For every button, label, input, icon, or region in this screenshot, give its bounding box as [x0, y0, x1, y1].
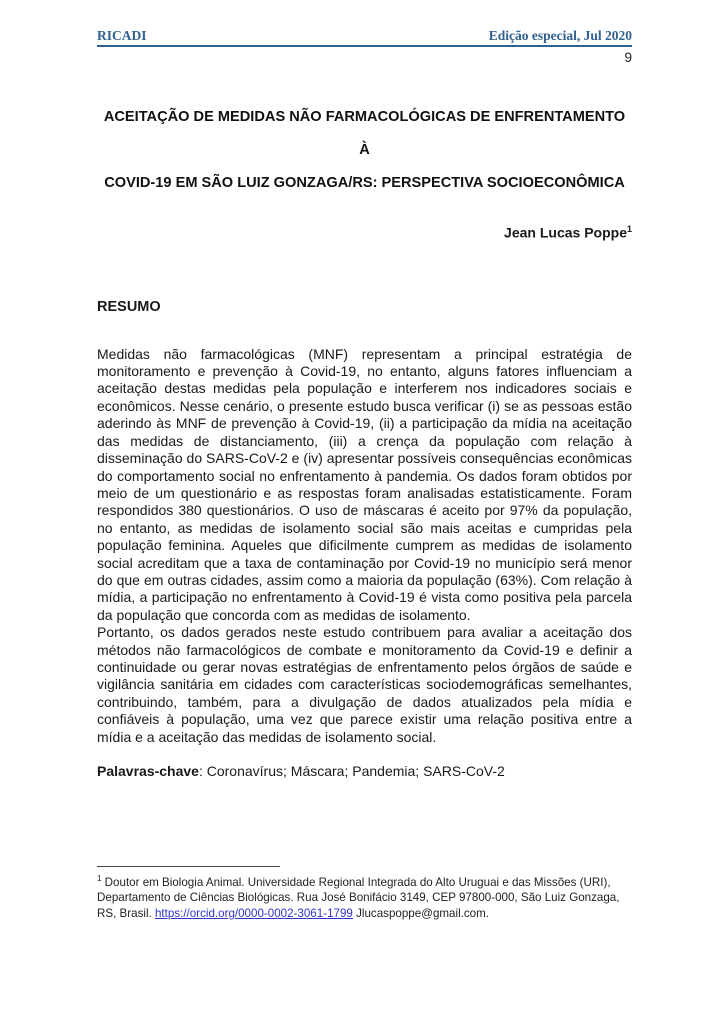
abstract-paragraph-1: Medidas não farmacológicas (MNF) representam a principal estratégia de monitoramento e prevenção à Covid-19, no entanto, alguns fatores influenciam a aceitação destas medidas pela população e interferem nos indicadores sociais e econômicos. Nesse cenário, o presente estudo busca verificar (i) se as pessoas estão aderindo às MNF de prevenção à Covid-19, (ii) a participação da mídia na aceitação das medidas de distanciamento, (iii) a crença da população com relação à disseminação do SARS-CoV-2 e (iv) apresentar possíveis consequências econômicas do comportamento social no enfrentamento à pandemia. Os dados foram obtidos por meio de um questionário e as respostas foram analisadas estatisticamente. Foram respondidos 380 questionários. O uso de máscaras é aceito por 97% da população, no entanto, as medidas de isolamento social são mais aceitas e cumpridas pela população feminina. Aqueles que dificilmente cumprem as medidas de isolamento social acreditam que a taxa de contaminação por Covid-19 no município será menor do que em outras cidades, assim como a maioria da população (63%). Com relação à mídia, a participação no enfrentamento à Covid-19 é vista como positiva pela parcela da população que concorda com as medidas de isolamento. — [97, 345, 632, 623]
keywords-label: Palavras-chave — [97, 763, 199, 779]
footnote-text — [97, 871, 632, 922]
keywords-line — [97, 763, 632, 779]
abstract-heading: RESUMO — [97, 298, 161, 315]
author-line — [97, 224, 632, 241]
article-title-line-2: COVID-19 EM SÃO LUIZ GONZAGA/RS: PERSPECTIVA SOCIOECONÔMICA — [104, 175, 625, 191]
keywords-value: : Coronavírus; Máscara; Pandemia; SARS-CoV-2 — [198, 763, 505, 779]
edition-label: Edição especial, Jul 2020 — [488, 28, 632, 43]
journal-header — [97, 28, 632, 47]
footnote-email: Jlucaspoppe@gmail.com. — [352, 907, 490, 921]
page-number: 9 — [624, 50, 632, 65]
journal-name: RICADI — [97, 28, 147, 43]
article-title-line-1: ACEITAÇÃO DE MEDIDAS NÃO FARMACOLÓGICAS DE ENFRENTAMENTO À — [103, 109, 626, 158]
orcid-link[interactable]: https://orcid.org/0000-0002-3061-1799 — [154, 907, 353, 921]
footnote-separator — [97, 866, 280, 867]
footnote-marker: 1 — [97, 874, 102, 883]
author-name: Jean Lucas Poppe — [504, 224, 627, 241]
footnote — [97, 866, 632, 922]
abstract-paragraph-2: Portanto, os dados gerados neste estudo contribuem para avaliar a aceitação dos métodos não farmacológicos de combate e monitoramento da Covid-19 e definir a continuidade ou gerar novas estratégias de enfrentamento pelos órgãos de saúde e vigilância sanitária em cidades com características sociodemográficas semelhantes, contribuindo, também, para a divulgação de dados atualizados pela mídia e confiáveis à população, uma vez que parece existir uma relação positiva entre a mídia e a aceitação das medidas de isolamento social. — [97, 624, 632, 745]
footnote-affiliation: Doutor em Biologia Animal. Universidade Regional Integrada do Alto Uruguai e das Missões (URI), Departamento de Ciências Biológicas. Rua José Bonifácio 3149, CEP 97800-000, São Luiz Gonzaga, RS, Brasil. — [97, 875, 620, 921]
article-title — [97, 101, 632, 200]
abstract-body — [97, 346, 632, 746]
author-footnote-marker: 1 — [626, 224, 632, 234]
